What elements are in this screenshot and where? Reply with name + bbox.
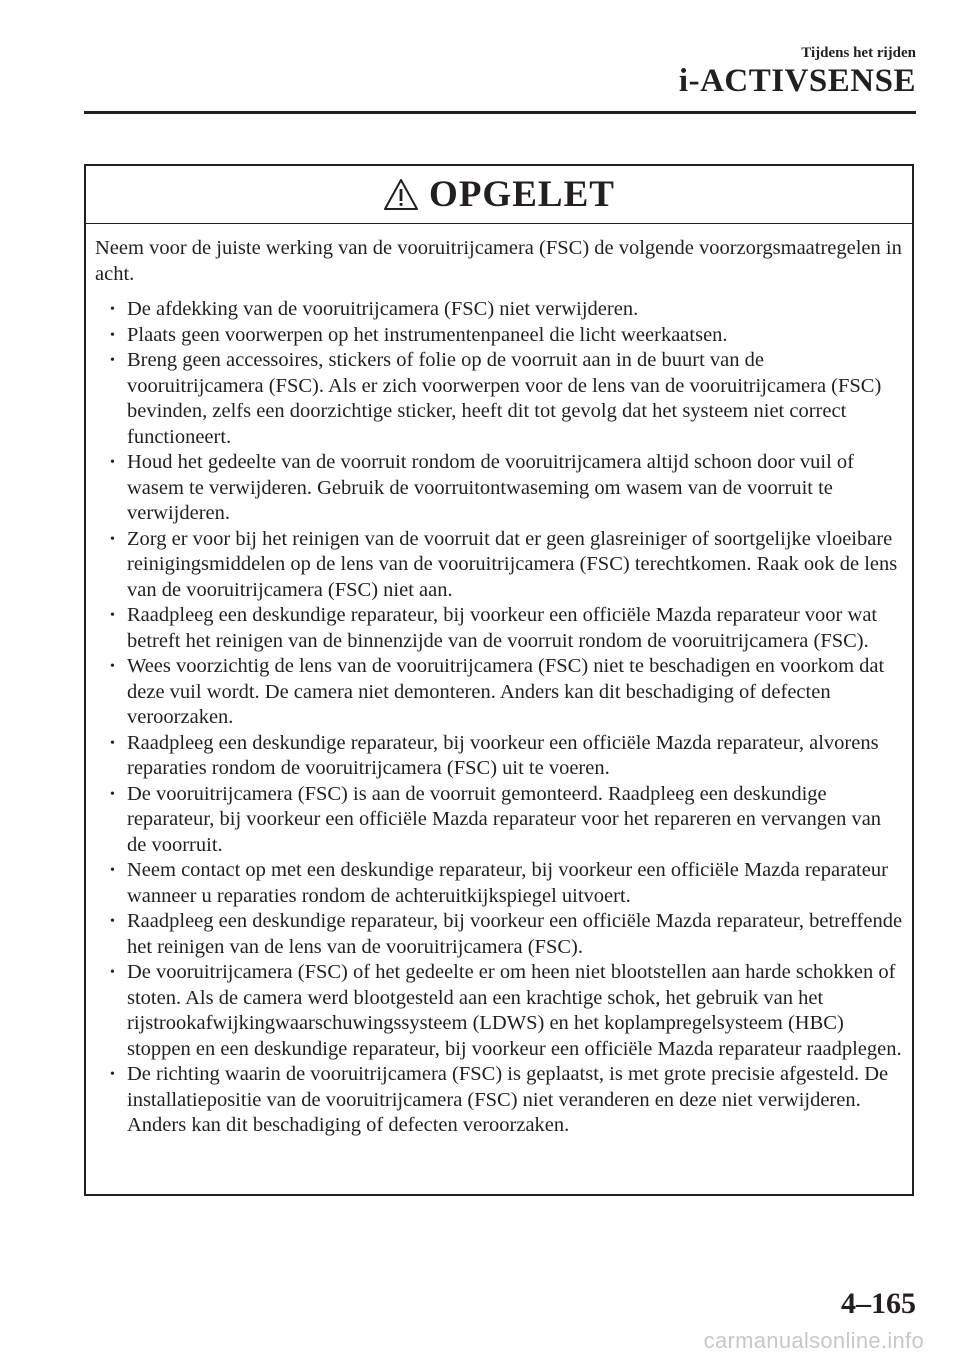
list-item — [95, 527, 904, 604]
header-rule — [84, 111, 916, 114]
bullet-icon: • — [110, 327, 115, 343]
bullet-icon: • — [110, 353, 115, 368]
caution-intro: Neem voor de juiste werking van de vooruitrijcamera (FSC) de volgende voorzorgsmaatregelen in acht. — [95, 237, 902, 285]
list-item-text: Raadpleeg een deskundige reparateur, bij voorkeur een officiële Mazda reparateur voor wat betreft het reinigen van de binnenzijde van de voorruit rondom de vooruitrijcamera (FSC). — [127, 604, 878, 652]
list-item-text: De vooruitrijcamera (FSC) is aan de voorruit gemonteerd. Raadpleeg een deskundige reparateur, bij voorkeur een officiële Mazda reparateur voor het repareren en vervangen van de voorruit. — [127, 782, 882, 856]
list-item — [95, 731, 904, 782]
list-item-text: Wees voorzichtig de lens van de vooruitrijcamera (FSC) niet te beschadigen en voorkom dat deze vuil wordt. De camera niet demonteren. Anders kan dit beschadiging of defecten veroorzaken. — [127, 655, 885, 728]
bullet-icon: • — [110, 531, 115, 547]
list-item — [95, 1062, 904, 1139]
list-item-text: Breng geen accessoires, stickers of folie op de voorruit aan in de buurt van de vooruitrijcamera (FSC). Als er zich voorwerpen voor de lens van de vooruitrijcamera (FSC) bevinden, zelfs een doorzichtige sticker, heeft dit tot gevolg dat het systeem niet correct functioneert. — [127, 349, 882, 448]
list-item — [95, 858, 904, 909]
page-number: 4–165 — [841, 1287, 916, 1320]
list-item-text: Neem contact op met een deskundige reparateur, bij voorkeur een officiële Mazda reparateur wanneer u reparaties rondom de achteruitkijkspiegel uitvoert. — [127, 859, 888, 907]
bullet-icon: • — [110, 659, 115, 674]
bullet-icon: • — [110, 302, 115, 317]
bullet-icon: • — [110, 914, 115, 929]
bullet-icon: • — [110, 735, 115, 751]
watermark: carmanualsonline.info — [703, 1328, 924, 1353]
list-item — [95, 297, 904, 323]
bullet-icon: • — [110, 786, 115, 802]
list-item-text: Raadpleeg een deskundige reparateur, bij voorkeur een officiële Mazda reparateur, betreffende het reinigen van de lens van de vooruitrijcamera (FSC). — [127, 910, 903, 958]
bullet-icon: • — [110, 455, 115, 470]
bullet-icon: • — [110, 1067, 115, 1082]
warning-triangle-icon — [383, 178, 419, 211]
list-item — [95, 348, 904, 450]
list-item-text: Plaats geen voorwerpen op het instrumentenpaneel die licht weerkaatsen. — [127, 323, 728, 346]
list-item — [95, 960, 904, 1062]
caution-body — [86, 224, 912, 1139]
bullet-icon: • — [110, 863, 115, 878]
list-item-text: Zorg er voor bij het reinigen van de voorruit dat er geen glasreiniger of soortgelijke vloeibare reinigingsmiddelen op de lens van de vooruitrijcamera (FSC) terechtkomen. Raak ook de lens van de vooruitrijcamera (FSC) niet aan. — [127, 527, 898, 601]
caution-header — [86, 166, 912, 224]
chapter-title: i-ACTIVSENSE — [678, 63, 916, 99]
list-item — [95, 323, 904, 349]
bullet-icon: • — [110, 608, 115, 623]
caution-title: OPGELET — [429, 173, 615, 215]
caution-list — [95, 297, 904, 1139]
list-item — [95, 603, 904, 654]
list-item — [95, 450, 904, 527]
running-header — [679, 44, 916, 100]
list-item-text: De afdekking van de vooruitrijcamera (FSC) niet verwijderen. — [127, 298, 639, 320]
bullet-icon: • — [110, 965, 115, 980]
list-item-text: De vooruitrijcamera (FSC) of het gedeelte er om heen niet blootstellen aan harde schokken of stoten. Als de camera werd blootgesteld aan een krachtige schok, het gebruik van het rijstrookafwijkingwaarschuwingssysteem (LDWS) en het koplampregelsysteem (HBC) stoppen en een deskundige reparateur, bij voorkeur een officiële Mazda reparateur raadplegen. — [127, 961, 902, 1060]
list-item — [95, 909, 904, 960]
list-item-text: De richting waarin de vooruitrijcamera (FSC) is geplaatst, is met grote precisie afgesteld. De installatiepositie van de vooruitrijcamera (FSC) niet veranderen en deze niet verwijderen. Anders kan dit beschadiging of defecten veroorzaken. — [127, 1063, 889, 1136]
list-item-text: Houd het gedeelte van de voorruit rondom de vooruitrijcamera altijd schoon door vuil of wasem te verwijderen. Gebruik de voorruitontwaseming om wasem van de voorruit te verwijderen. — [127, 451, 854, 524]
caution-box — [84, 164, 914, 1196]
list-item — [95, 654, 904, 731]
section-title: Tijdens het rijden — [801, 45, 916, 61]
list-item-text: Raadpleeg een deskundige reparateur, bij voorkeur een officiële Mazda reparateur, alvorens reparaties rondom de vooruitrijcamera (FSC) uit te voeren. — [127, 731, 879, 779]
list-item — [95, 782, 904, 859]
